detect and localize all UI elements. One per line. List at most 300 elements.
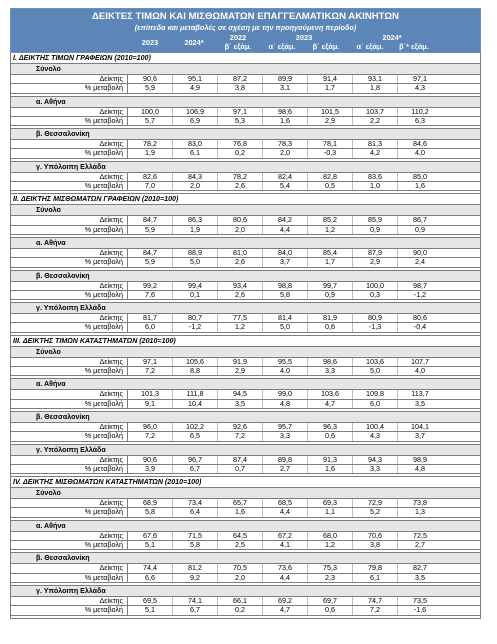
table-cell: 74,4 xyxy=(128,564,173,572)
row-label-index: Δείκτης xyxy=(11,390,128,398)
row-label-change: % μεταβολή xyxy=(11,508,128,516)
table-cell: 68,9 xyxy=(128,499,173,507)
col-year-2023: 2023 xyxy=(141,38,159,47)
row-label-change: % μεταβολή xyxy=(11,367,128,375)
table-cell: 2,7 xyxy=(415,540,425,550)
table-cell: 3,8 xyxy=(218,84,263,92)
block-values xyxy=(10,597,481,616)
column-headers xyxy=(11,33,480,51)
table-cell: 1,9 xyxy=(173,226,218,234)
block-title: β. Θεσσαλονίκη xyxy=(10,553,481,564)
table-cell: 78,2 xyxy=(218,173,263,181)
block-values xyxy=(10,282,481,301)
table-row xyxy=(11,258,480,267)
section-title: IV. ΔΕΙΚΤΗΣ ΜΙΣΘΩΜΑΤΩΝ ΚΑΤΑΣΤΗΜΑΤΩΝ (2010=100) xyxy=(10,477,481,488)
table-cell: 67,2 xyxy=(263,532,308,540)
table-cell: 0,6 xyxy=(308,323,353,331)
table-row xyxy=(11,432,480,441)
table-cell: 72,5 xyxy=(413,530,427,540)
row-label-index: Δείκτης xyxy=(11,249,128,257)
table-cell: 2,4 xyxy=(415,257,425,267)
row-label-change: % μεταβολή xyxy=(11,258,128,266)
table-cell: 98,8 xyxy=(263,282,308,290)
row-label-change: % μεταβολή xyxy=(11,432,128,440)
table-row xyxy=(11,249,480,258)
table-cell: 5,0 xyxy=(353,367,398,375)
table-cell: 98,6 xyxy=(308,358,353,366)
row-label-change: % μεταβολή xyxy=(11,323,128,331)
col-group-2022: 2022 β΄ εξάμ. xyxy=(224,33,252,51)
block-values xyxy=(10,314,481,333)
table-cell: 6,5 xyxy=(173,432,218,440)
table-row xyxy=(11,541,480,550)
table-cell: 102,2 xyxy=(173,423,218,431)
table-cell: 4,7 xyxy=(308,400,353,408)
table-row xyxy=(11,75,480,84)
row-label-index: Δείκτης xyxy=(11,75,128,83)
block-title: γ. Υπόλοιπη Ελλάδα xyxy=(10,162,481,173)
table-cell: 85,0 xyxy=(413,171,427,181)
table-cell: 101,5 xyxy=(308,108,353,116)
table-cell: 84,0 xyxy=(263,249,308,257)
table-cell: 76,8 xyxy=(218,140,263,148)
table-cell: 1,0 xyxy=(353,182,398,190)
table-cell: 7,2 xyxy=(218,432,263,440)
table-cell: 106,9 xyxy=(173,108,218,116)
table-cell: 1,6 xyxy=(415,181,425,191)
row-label-change: % μεταβολή xyxy=(11,182,128,190)
table-cell: 103,6 xyxy=(353,358,398,366)
table-cell: 4,8 xyxy=(263,400,308,408)
table-cell: 4,1 xyxy=(263,541,308,549)
table-cell: 4,0 xyxy=(415,366,425,376)
table-cell: 2,0 xyxy=(173,182,218,190)
table-cell: 82,6 xyxy=(128,173,173,181)
table-cell: 66,1 xyxy=(218,597,263,605)
table-cell: 83,6 xyxy=(353,173,398,181)
table-cell: 93,4 xyxy=(218,282,263,290)
row-label-index: Δείκτης xyxy=(11,173,128,181)
section-title: III. ΔΕΙΚΤΗΣ ΤΙΜΩΝ ΚΑΤΑΣΤΗΜΑΤΩΝ (2010=100) xyxy=(10,336,481,347)
table-cell: 68,5 xyxy=(263,499,308,507)
table-cell: 4,4 xyxy=(263,508,308,516)
table-cell: 0,7 xyxy=(218,465,263,473)
table-cell: 81,7 xyxy=(128,314,173,322)
block-values xyxy=(10,216,481,235)
table-cell: 72,9 xyxy=(353,499,398,507)
row-label-index: Δείκτης xyxy=(11,358,128,366)
table-cell: 0,6 xyxy=(308,432,353,440)
table-row xyxy=(11,456,480,465)
table-cell: 5,8 xyxy=(263,291,308,299)
row-label-index: Δείκτης xyxy=(11,216,128,224)
row-label-index: Δείκτης xyxy=(11,282,128,290)
table-cell: 80,6 xyxy=(218,216,263,224)
table-cell: 1,2 xyxy=(218,323,263,331)
table-cell: -1,6 xyxy=(413,605,427,615)
table-cell: 5,4 xyxy=(263,182,308,190)
table-cell: 87,9 xyxy=(353,249,398,257)
row-label-change: % μεταβολή xyxy=(11,465,128,473)
row-label-change: % μεταβολή xyxy=(11,84,128,92)
table-row xyxy=(11,400,480,409)
table-cell: 2,9 xyxy=(308,117,353,125)
table-cell: 73,4 xyxy=(173,499,218,507)
table-row xyxy=(11,499,480,508)
table-cell: 6,0 xyxy=(353,400,398,408)
table-cell: 5,7 xyxy=(128,117,173,125)
table-row xyxy=(11,117,480,126)
table-cell: 2,0 xyxy=(218,226,263,234)
block-values xyxy=(10,532,481,551)
table-cell: -1,2 xyxy=(173,323,218,331)
row-label-change: % μεταβολή xyxy=(11,291,128,299)
table-cell: 95,5 xyxy=(263,358,308,366)
table-cell: 6,7 xyxy=(173,465,218,473)
table-cell: 98,7 xyxy=(413,280,427,290)
table-cell: 1,6 xyxy=(218,508,263,516)
table-row xyxy=(11,182,480,191)
table-cell: 7,2 xyxy=(353,606,398,614)
block-title: α. Αθήνα xyxy=(10,238,481,249)
block-title: Σύνολο xyxy=(10,64,481,75)
table-cell: 84,6 xyxy=(413,139,427,149)
table-cell: 2,5 xyxy=(218,541,263,549)
table-cell: 86,7 xyxy=(413,215,427,225)
table-cell: 10,4 xyxy=(173,400,218,408)
table-cell: 80,9 xyxy=(353,314,398,322)
table-cell: 5,3 xyxy=(218,117,263,125)
table-cell: 82,7 xyxy=(413,563,427,573)
table-row xyxy=(11,314,480,323)
block-values xyxy=(10,456,481,475)
table-cell: 1,6 xyxy=(308,465,353,473)
table-row xyxy=(11,574,480,583)
table-cell: 113,7 xyxy=(411,389,429,399)
block-title: γ. Υπόλοιπη Ελλάδα xyxy=(10,445,481,456)
row-label-index: Δείκτης xyxy=(11,597,128,605)
table-cell: 74,1 xyxy=(173,597,218,605)
table-cell: 2,9 xyxy=(353,258,398,266)
table-cell: 3,3 xyxy=(353,465,398,473)
table-row xyxy=(11,390,480,399)
table-cell: 2,6 xyxy=(218,258,263,266)
table-row xyxy=(11,423,480,432)
table-cell: 2,3 xyxy=(308,574,353,582)
table-row xyxy=(11,323,480,332)
table-cell: 5,8 xyxy=(128,508,173,516)
col-group-2023: 2023 α΄ εξάμ. β΄ εξάμ. xyxy=(268,33,340,51)
table-cell: 74,7 xyxy=(353,597,398,605)
table-cell: 79,8 xyxy=(353,564,398,572)
table-cell: 94,3 xyxy=(353,456,398,464)
table-cell: 78,1 xyxy=(308,140,353,148)
table-cell: 77,5 xyxy=(218,314,263,322)
table-cell: 83,0 xyxy=(173,140,218,148)
table-cell: 5,2 xyxy=(353,508,398,516)
section-title: I. ΔΕΙΚΤΗΣ ΤΙΜΩΝ ΓΡΑΦΕΙΩΝ (2010=100) xyxy=(10,53,481,64)
row-label-index: Δείκτης xyxy=(11,532,128,540)
table-cell: 3,7 xyxy=(263,258,308,266)
table-cell: 107,7 xyxy=(411,356,429,366)
table-cell: 73,5 xyxy=(413,595,427,605)
table-cell: 4,0 xyxy=(263,367,308,375)
table-cell: 91,9 xyxy=(218,358,263,366)
table-cell: 6,4 xyxy=(173,508,218,516)
table-cell: 89,9 xyxy=(263,75,308,83)
table-cell: 3,7 xyxy=(415,431,425,441)
table-cell: 109,8 xyxy=(353,390,398,398)
row-label-change: % μεταβολή xyxy=(11,149,128,157)
table-cell: 9,2 xyxy=(173,574,218,582)
table-cell: 3,5 xyxy=(415,398,425,408)
table-cell: 101,3 xyxy=(128,390,173,398)
table-cell: 81,9 xyxy=(308,314,353,322)
table-cell: 1,7 xyxy=(308,84,353,92)
block-title: Σύνολο xyxy=(10,205,481,216)
table-cell: 95,1 xyxy=(173,75,218,83)
table-cell: -0,3 xyxy=(308,149,353,157)
table-row xyxy=(11,358,480,367)
row-label-index: Δείκτης xyxy=(11,140,128,148)
row-label-index: Δείκτης xyxy=(11,108,128,116)
table-cell: 99,2 xyxy=(128,282,173,290)
table-cell: -0,4 xyxy=(413,322,427,332)
table-cell: 69,7 xyxy=(308,597,353,605)
table-cell: 1,2 xyxy=(308,226,353,234)
table-cell: 5,0 xyxy=(173,258,218,266)
table-cell: 82,8 xyxy=(308,173,353,181)
table-cell: 6,6 xyxy=(128,574,173,582)
table-cell: 5,1 xyxy=(128,606,173,614)
table-cell: 84,3 xyxy=(173,173,218,181)
row-label-change: % μεταβολή xyxy=(11,541,128,549)
table-cell: -1,3 xyxy=(353,323,398,331)
table-cell: 0,3 xyxy=(353,291,398,299)
table-row xyxy=(11,282,480,291)
table-cell: 89,8 xyxy=(263,456,308,464)
table-cell: 65,7 xyxy=(218,499,263,507)
row-label-index: Δείκτης xyxy=(11,314,128,322)
table-cell: 8,8 xyxy=(173,367,218,375)
table-cell: 5,9 xyxy=(128,226,173,234)
table-cell: 1,6 xyxy=(263,117,308,125)
block-title: α. Αθήνα xyxy=(10,379,481,390)
table-cell: 69,2 xyxy=(263,597,308,605)
table-cell: 100,0 xyxy=(353,282,398,290)
table-cell: 91,4 xyxy=(308,75,353,83)
table-cell: 67,6 xyxy=(128,532,173,540)
table-cell: 98,9 xyxy=(413,454,427,464)
table-cell: 2,0 xyxy=(263,149,308,157)
table-cell: 4,9 xyxy=(173,84,218,92)
table-cell: 69,3 xyxy=(308,499,353,507)
table-cell: 0,9 xyxy=(308,291,353,299)
table-cell: 5,9 xyxy=(128,258,173,266)
table-cell: 69,5 xyxy=(128,597,173,605)
table-cell: 71,5 xyxy=(173,532,218,540)
price-index-table xyxy=(10,8,481,619)
table-cell: 1,9 xyxy=(128,149,173,157)
table-cell: 5,0 xyxy=(263,323,308,331)
table-cell: 92,6 xyxy=(218,423,263,431)
table-header xyxy=(10,8,481,53)
table-row xyxy=(11,149,480,158)
block-values xyxy=(10,140,481,159)
col-group-2024: 2024* α΄ εξάμ. β΄* εξάμ. xyxy=(356,33,429,51)
table-row xyxy=(11,367,480,376)
table-cell: 2,6 xyxy=(218,182,263,190)
table-cell: 4,7 xyxy=(263,606,308,614)
table-cell: 4,0 xyxy=(415,148,425,158)
table-cell: 4,8 xyxy=(415,463,425,473)
table-cell: 64,5 xyxy=(218,532,263,540)
block-values xyxy=(10,499,481,518)
row-label-change: % μεταβολή xyxy=(11,226,128,234)
table-cell: 3,5 xyxy=(218,400,263,408)
table-cell: 78,3 xyxy=(263,140,308,148)
table-cell: 84,7 xyxy=(128,216,173,224)
table-cell: 3,3 xyxy=(308,367,353,375)
table-row xyxy=(11,532,480,541)
table-cell: 6,1 xyxy=(173,149,218,157)
table-cell: 7,2 xyxy=(128,432,173,440)
table-row xyxy=(11,597,480,606)
table-cell: 84,7 xyxy=(128,249,173,257)
table-cell: 4,3 xyxy=(415,83,425,93)
table-cell: 0,9 xyxy=(353,226,398,234)
table-cell: 7,0 xyxy=(128,182,173,190)
table-cell: 2,2 xyxy=(353,117,398,125)
table-cell: 86,3 xyxy=(173,216,218,224)
table-cell: 81,2 xyxy=(173,564,218,572)
row-label-index: Δείκτης xyxy=(11,499,128,507)
section-title: II. ΔΕΙΚΤΗΣ ΜΙΣΘΩΜΑΤΩΝ ΓΡΑΦΕΙΩΝ (2010=100) xyxy=(10,194,481,205)
table-cell: 6,1 xyxy=(353,574,398,582)
table-cell: 6,3 xyxy=(415,115,425,125)
table-row xyxy=(11,291,480,300)
table-row xyxy=(11,564,480,573)
row-label-index: Δείκτης xyxy=(11,423,128,431)
block-values xyxy=(10,390,481,409)
table-cell: 90,6 xyxy=(128,456,173,464)
table-cell: 98,6 xyxy=(263,108,308,116)
table-cell: 110,2 xyxy=(411,106,429,116)
row-label-change: % μεταβολή xyxy=(11,400,128,408)
table-cell: 0,6 xyxy=(308,606,353,614)
table-cell: 5,1 xyxy=(128,541,173,549)
table-cell: 0,5 xyxy=(308,182,353,190)
table-cell: 0,1 xyxy=(173,291,218,299)
row-label-change: % μεταβολή xyxy=(11,574,128,582)
table-row xyxy=(11,508,480,517)
table-row xyxy=(11,108,480,117)
table-cell: 1,8 xyxy=(353,84,398,92)
block-title: α. Αθήνα xyxy=(10,97,481,108)
table-cell: 100,0 xyxy=(128,108,173,116)
table-cell: 3,3 xyxy=(263,432,308,440)
table-subtitle: (επίπεδα και μεταβολές σε σχέση με την προηγούμενη περίοδο) xyxy=(134,23,357,32)
table-cell: 4,4 xyxy=(263,226,308,234)
table-cell: 75,3 xyxy=(308,564,353,572)
table-row xyxy=(11,216,480,225)
table-cell: 2,0 xyxy=(218,574,263,582)
block-values xyxy=(10,173,481,192)
table-cell: 5,8 xyxy=(173,541,218,549)
table-cell: -1,2 xyxy=(413,289,427,299)
table-cell: 6,9 xyxy=(173,117,218,125)
table-cell: 68,0 xyxy=(308,532,353,540)
table-cell: 0,9 xyxy=(415,224,425,234)
table-row xyxy=(11,465,480,474)
table-cell: 2,9 xyxy=(218,367,263,375)
table-cell: 85,4 xyxy=(308,249,353,257)
table-cell: 0,2 xyxy=(218,606,263,614)
block-title: α. Αθήνα xyxy=(10,521,481,532)
table-cell: 96,0 xyxy=(128,423,173,431)
table-cell: 104,1 xyxy=(411,421,429,431)
table-cell: 90,0 xyxy=(413,247,427,257)
table-cell: 94,5 xyxy=(218,390,263,398)
table-cell: 7,6 xyxy=(128,291,173,299)
block-values xyxy=(10,249,481,268)
table-cell: 6,7 xyxy=(173,606,218,614)
row-label-change: % μεταβολή xyxy=(11,117,128,125)
table-cell: 99,0 xyxy=(263,390,308,398)
table-cell: 99,4 xyxy=(173,282,218,290)
table-cell: 81,3 xyxy=(353,140,398,148)
table-cell: 96,7 xyxy=(173,456,218,464)
table-cell: 3,8 xyxy=(353,541,398,549)
table-cell: 70,6 xyxy=(353,532,398,540)
table-cell: 85,9 xyxy=(353,216,398,224)
table-cell: 97,1 xyxy=(218,108,263,116)
row-label-change: % μεταβολή xyxy=(11,606,128,614)
table-row xyxy=(11,173,480,182)
table-title: ΔΕΙΚΤΕΣ ΤΙΜΩΝ ΚΑΙ ΜΙΣΘΩΜΑΤΩΝ ΕΠΑΓΓΕΛΜΑΤΙΚΩΝ ΑΚΙΝΗΤΩΝ xyxy=(91,11,399,22)
col-year-2024: 2024* xyxy=(184,38,204,47)
table-body xyxy=(10,53,481,619)
table-cell: 99,7 xyxy=(308,282,353,290)
table-cell: 1,1 xyxy=(308,508,353,516)
table-cell: 96,3 xyxy=(308,423,353,431)
table-cell: 93,1 xyxy=(353,75,398,83)
table-cell: 97,1 xyxy=(128,358,173,366)
table-cell: 2,6 xyxy=(218,291,263,299)
table-cell: 70,5 xyxy=(218,564,263,572)
table-row xyxy=(11,84,480,93)
block-values xyxy=(10,564,481,583)
table-cell: 6,0 xyxy=(128,323,173,331)
table-cell: 88,9 xyxy=(173,249,218,257)
table-cell: 1,2 xyxy=(308,541,353,549)
block-values xyxy=(10,423,481,442)
table-cell: 4,2 xyxy=(353,149,398,157)
block-title: β. Θεσσαλονίκη xyxy=(10,412,481,423)
table-cell: 73,6 xyxy=(263,564,308,572)
table-cell: 5,9 xyxy=(128,84,173,92)
table-cell: 73,8 xyxy=(413,498,427,508)
block-title: Σύνολο xyxy=(10,488,481,499)
table-cell: 3,1 xyxy=(263,84,308,92)
table-cell: 4,3 xyxy=(353,432,398,440)
block-values xyxy=(10,75,481,94)
table-cell: 84,2 xyxy=(263,216,308,224)
block-title: β. Θεσσαλονίκη xyxy=(10,129,481,140)
table-cell: 81,4 xyxy=(263,314,308,322)
block-title: β. Θεσσαλονίκη xyxy=(10,271,481,282)
table-cell: 80,6 xyxy=(413,313,427,323)
